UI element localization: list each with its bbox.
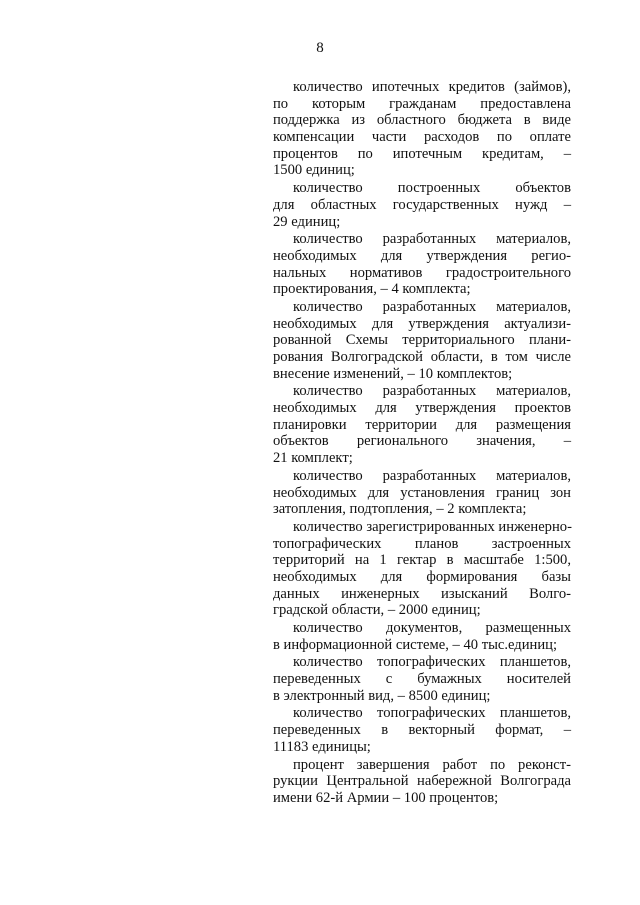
- text-line: переведенных с бумажных носителей: [273, 671, 571, 688]
- text-line: количество разработанных материалов,: [293, 298, 571, 315]
- text-line: территорий на 1 гектар в масштабе 1:500,: [273, 552, 571, 569]
- paragraph-embankment-reconstruction: [273, 757, 571, 807]
- paragraph-topographic-plans: [273, 519, 571, 619]
- text-line: по которым гражданам предоставлена: [273, 95, 571, 112]
- text-line: 1500 единиц;: [273, 162, 355, 179]
- text-line: затопления, подтопления, – 2 комплекта;: [273, 501, 527, 518]
- paragraph-information-system-documents: [273, 620, 571, 653]
- text-line: процентов по ипотечным кредитам, –: [273, 145, 571, 162]
- text-line: необходимых для утверждения проектов: [273, 400, 571, 417]
- page-number: 8: [316, 40, 324, 56]
- document-body: [273, 79, 571, 808]
- paragraph-flood-zones: [273, 468, 571, 518]
- text-line: рованной Схемы территориального плани-: [273, 332, 571, 349]
- paragraph-territory-planning-projects: [273, 383, 571, 466]
- text-line: градской области, – 2000 единиц;: [273, 602, 481, 619]
- text-line: в электронный вид, – 8500 единиц;: [273, 687, 491, 704]
- text-line: количество документов, размещенных: [293, 620, 571, 636]
- text-line: количество зарегистрированных инженерно-: [293, 518, 572, 535]
- text-line: 29 единиц;: [273, 213, 341, 230]
- text-line: количество разработанных материалов,: [293, 383, 571, 400]
- text-line: данных инженерных изысканий Волго-: [273, 585, 571, 602]
- text-line: планировки территории для размещения: [273, 416, 571, 433]
- paragraph-territorial-planning-scheme: [273, 299, 571, 382]
- text-line: количество разработанных материалов,: [293, 231, 571, 248]
- text-line: нальных нормативов градостроительного: [273, 264, 571, 281]
- text-line: объектов регионального значения, –: [273, 433, 571, 450]
- text-line: компенсации части расходов по оплате: [273, 129, 571, 146]
- text-line: необходимых для формирования базы: [273, 568, 571, 585]
- text-line: количество топографических планшетов,: [293, 654, 571, 671]
- text-line: поддержка из областного бюджета в виде: [273, 112, 571, 129]
- paragraph-vector-tablets: [273, 705, 571, 755]
- text-line: 21 комплект;: [273, 450, 353, 467]
- text-line: внесение изменений, – 10 комплектов;: [273, 365, 513, 382]
- text-line: имени 62-й Армии – 100 процентов;: [273, 789, 499, 806]
- text-line: необходимых для утверждения актуализи-: [273, 315, 571, 332]
- text-line: количество ипотечных кредитов (займов),: [293, 79, 571, 95]
- text-line: в информационной системе, – 40 тыс.единиц;: [273, 636, 558, 653]
- text-line: количество топографических планшетов,: [293, 705, 571, 722]
- text-line: необходимых для установления границ зон: [273, 484, 571, 501]
- text-line: переведенных в векторный формат, –: [273, 722, 571, 739]
- paragraph-regional-standards: [273, 231, 571, 298]
- paragraph-mortgage-loans: [273, 79, 571, 179]
- text-line: 11183 единицы;: [273, 738, 371, 755]
- paragraph-digitized-tablets: [273, 654, 571, 704]
- text-line: процент завершения работ по реконст-: [293, 756, 571, 773]
- text-line: рования Волгоградской области, в том числе: [273, 349, 571, 365]
- text-line: рукции Центральной набережной Волгограда: [273, 773, 571, 790]
- text-line: для областных государственных нужд –: [273, 196, 571, 213]
- paragraph-built-objects: [273, 180, 571, 230]
- text-line: необходимых для утверждения регио-: [273, 247, 571, 264]
- text-line: топографических планов застроенных: [273, 535, 571, 552]
- text-line: количество разработанных материалов,: [293, 467, 571, 484]
- text-line: проектирования, – 4 комплекта;: [273, 281, 471, 298]
- text-line: количество построенных объектов: [293, 180, 571, 197]
